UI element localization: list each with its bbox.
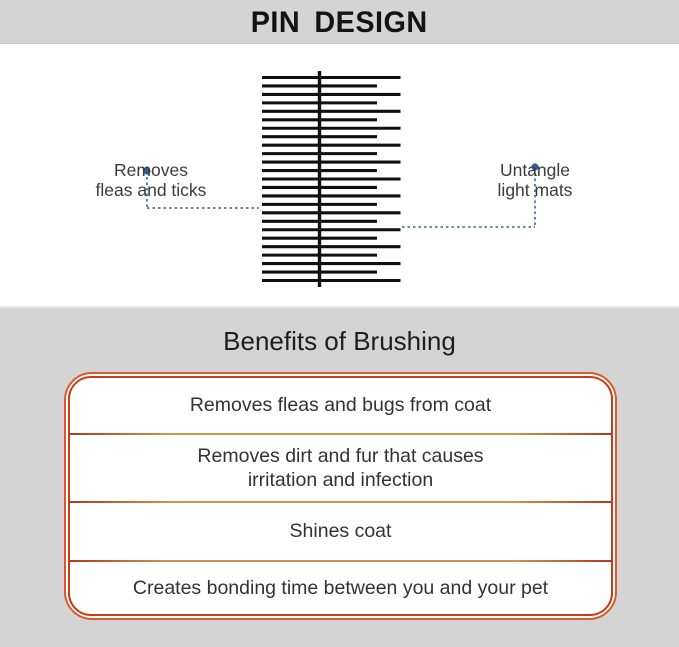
benefits-box [64,372,617,620]
callout-text-line: light mats [497,180,573,200]
benefit-text-line: Removes dirt and fur that causes [197,444,484,467]
benefit-text-line: Removes fleas and bugs from coat [189,394,492,417]
callout-untangle-mats [450,160,620,200]
benefits-box-inner [68,376,613,616]
callout-text-line: Untangle [499,160,571,180]
header-bar [0,0,679,44]
benefits-title: Benefits of Brushing [223,326,456,356]
benefit-text-line: Creates bonding time between you and your pet [132,577,549,600]
pin-design-section [0,44,679,306]
callout-text-line: Removes [114,160,188,180]
benefit-text-line: Shines coat [289,520,392,543]
callout-removes-fleas [56,160,246,200]
callout-text-line: fleas and ticks [95,180,207,200]
benefit-row [70,435,611,501]
benefit-text-line: irritation and infection [247,468,434,491]
benefit-row [70,378,611,433]
benefit-row [70,562,611,614]
benefits-section [0,306,679,647]
page-title: PIN DESIGN [251,6,428,39]
benefit-row [70,503,611,561]
